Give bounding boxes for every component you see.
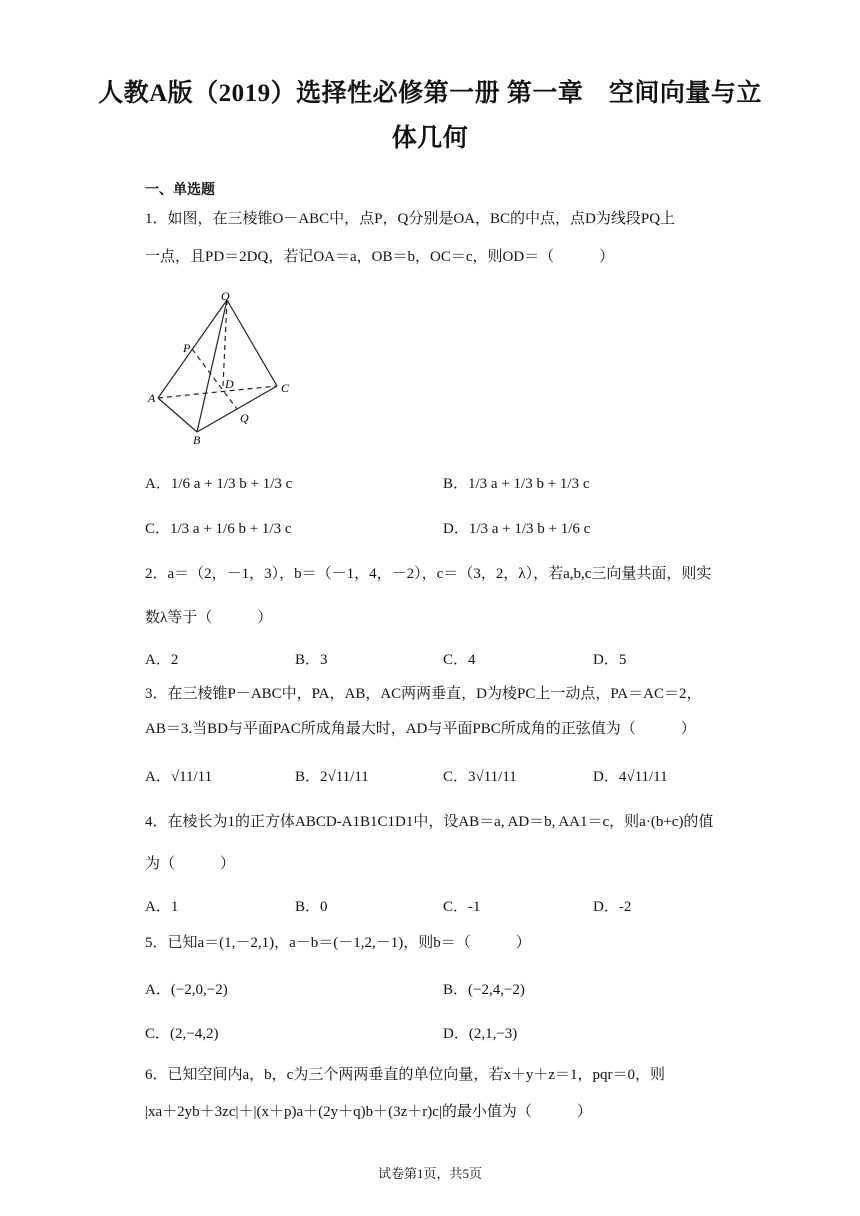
section-heading: 一、单选题	[145, 183, 215, 198]
q3-option-d[interactable]: D．4√11/11	[593, 769, 668, 785]
label-O: O	[221, 289, 230, 303]
label-C: C	[281, 381, 290, 395]
q3-text-line1: 3．在三棱锥P－ABC中，PA，AB，AC两两垂直，D为棱PC上一动点，PA＝AC＝2，	[145, 686, 702, 702]
q5-option-d[interactable]: D．(2,1,−3)	[443, 1026, 518, 1042]
q2-text-line2: 数λ等于（ ）	[145, 610, 273, 626]
q5-option-b[interactable]: B．(−2,4,−2)	[443, 982, 525, 998]
tetrahedron-figure	[145, 288, 295, 448]
q3-option-a[interactable]: A．√11/11	[145, 769, 213, 785]
q1-option-d[interactable]: D．1/3 a + 1/3 b + 1/6 c	[443, 521, 591, 537]
q1-option-c[interactable]: C．1/3 a + 1/6 b + 1/3 c	[145, 521, 292, 537]
q1-option-a[interactable]: A．1/6 a + 1/3 b + 1/3 c	[145, 476, 293, 492]
q2-text-line1: 2．a＝（2，－1，3），b＝（－1，4，－2），c＝（3，2，λ），若a,b,c三向量共面，则实	[145, 566, 712, 582]
q4-text-line1: 4．在棱长为1的正方体ABCD-A1B1C1D1中，设AB＝a, AD＝b, AA1＝c，则a·(b+c)的值	[145, 814, 714, 830]
page-title-line1: 人教A版（2019）选择性必修第一册 第一章 空间向量与立	[98, 80, 762, 107]
q4-option-b[interactable]: B．0	[295, 899, 328, 915]
label-P: P	[183, 341, 191, 355]
q4-option-d[interactable]: D．-2	[593, 899, 632, 915]
label-A: A	[148, 391, 156, 405]
q4-option-c[interactable]: C．-1	[443, 899, 481, 915]
q2-option-b[interactable]: B．3	[295, 652, 328, 668]
edge-OC	[227, 300, 277, 386]
q2-option-c[interactable]: C．4	[443, 652, 476, 668]
q1-option-b[interactable]: B．1/3 a + 1/3 b + 1/3 c	[443, 476, 590, 492]
q5-text-line1: 5．已知a＝(1,－2,1)，a－b＝(－1,2,－1)，则b＝（ ）	[145, 935, 531, 951]
label-D: D	[225, 377, 234, 391]
edge-AB	[158, 398, 197, 432]
q6-text-line1: 6．已知空间内a，b，c为三个两两垂直的单位向量，若x＋y＋z＝1，pqr＝0，则	[145, 1067, 665, 1083]
q5-option-c[interactable]: C．(2,−4,2)	[145, 1026, 219, 1042]
q3-option-c[interactable]: C．3√11/11	[443, 769, 517, 785]
page-title-line2: 体几何	[391, 125, 469, 152]
q2-option-d[interactable]: D．5	[593, 652, 627, 668]
label-Q: Q	[240, 411, 249, 425]
q3-text-line2: AB＝3.当BD与平面PAC所成角最大时，AD与平面PBC所成角的正弦值为（ ）	[145, 721, 696, 737]
q1-text-line2: 一点，且PD＝2DQ，若记OA＝a，OB＝b，OC＝c，则OD＝（ ）	[145, 249, 615, 265]
q4-text-line2: 为（ ）	[145, 856, 236, 872]
label-B: B	[193, 433, 201, 447]
q5-option-a[interactable]: A．(−2,0,−2)	[145, 982, 228, 998]
q2-option-a[interactable]: A．2	[145, 652, 179, 668]
page-footer: 试卷第1页，共5页	[377, 1166, 482, 1181]
q6-text-line2: |xa＋2yb＋3zc|＋|(x＋p)a＋(2y＋q)b＋(3z＋r)c|的最小值为（ ）	[145, 1104, 592, 1120]
q1-text-line1: 1．如图，在三棱锥O－ABC中，点P，Q分别是OA，BC的中点，点D为线段PQ上	[145, 211, 676, 227]
q4-option-a[interactable]: A．1	[145, 899, 179, 915]
edge-OB	[197, 300, 227, 432]
q3-option-b[interactable]: B．2√11/11	[295, 769, 369, 785]
